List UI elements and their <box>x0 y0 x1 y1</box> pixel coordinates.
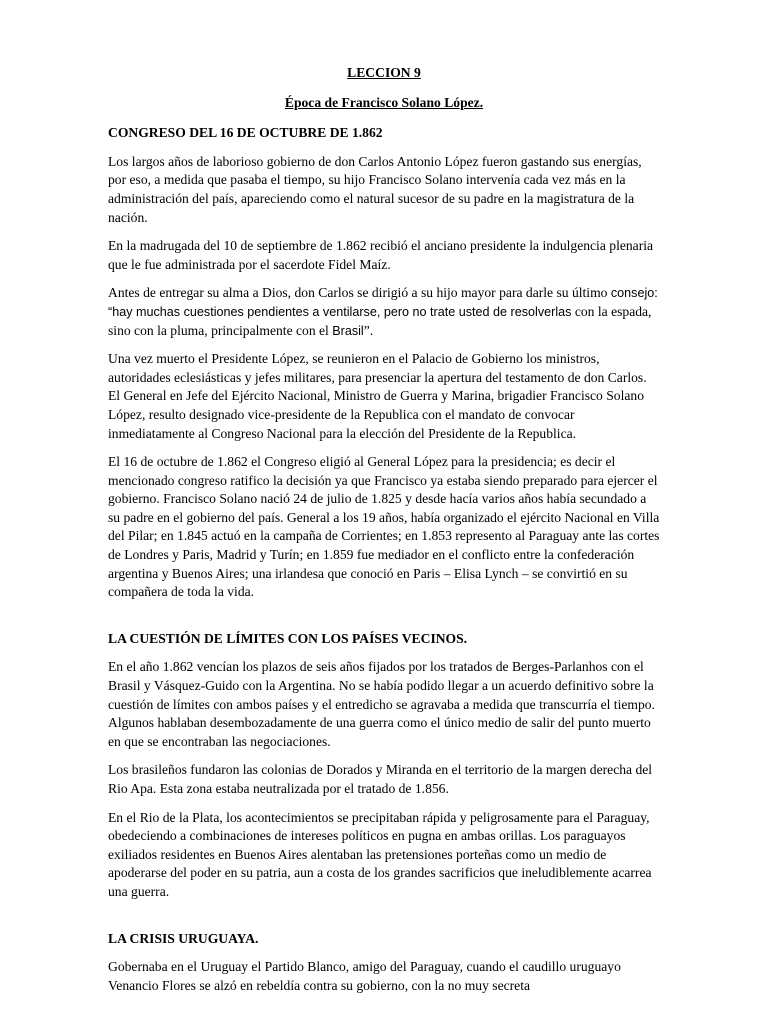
era-subtitle: Época de Francisco Solano López. <box>284 94 484 110</box>
paragraph: Una vez muerto el Presidente López, se reunieron en el Palacio de Gobierno los ministros, autoridades eclesiásticas y jefes militares, para presenciar la apertura del testamento de don Carlos. El General en Jefe del Ejército Nacional, Ministro de Guerra y Marina, brigadier Francisco Solano López, resulto designado vice-presidente de la Republica con el mandato de convocar inmediatamente al Congreso Nacional para la elección del Presidente de la Republica. <box>108 351 647 441</box>
paragraph-consejo <box>108 284 660 340</box>
paragraph: En la madrugada del 10 de septiembre de 1.862 recibió el anciano presidente la indulgencia plenaria que le fue administrada por el sacerdote Fidel Maíz. <box>108 238 654 272</box>
consejo-quote-mid: con la espada, sino con la pluma, principalmente con el <box>108 303 652 338</box>
paragraph: Los largos años de laborioso gobierno de don Carlos Antonio López fueron gastando sus energías, por eso, a medida que pasaba el tiempo, su hijo Francisco Solano intervenía cada vez más en la administración del país, apareciendo como el natural sucesor de su padre en la magistratura de la nación. <box>108 153 642 225</box>
consejo-quote-brasil: Brasil <box>332 323 364 338</box>
consejo-quote-end: ”. <box>363 322 374 338</box>
paragraph: En el Rio de la Plata, los acontecimientos se precipitaban rápida y peligrosamente para el Paraguay, obedeciendo a combinaciones de intereses políticos en pugna en ambas orillas. Los paraguayos exiliados residentes en Buenos Aires alentaban las pretensiones porteñas como un medio de apoderarse del poder en su patria, aun a costa de los grandes sacrificios que ineludiblemente acarrea una guerra. <box>108 809 652 899</box>
document-page <box>108 64 660 1005</box>
paragraph: Los brasileños fundaron las colonias de Dorados y Miranda en el territorio de la margen derecha del Rio Apa. Esta zona estaba neutralizada por el tratado de 1.856. <box>108 762 653 796</box>
section-heading-limites: LA CUESTIÓN DE LÍMITES CON LOS PAÍSES VECINOS. <box>108 630 468 646</box>
paragraph: En el año 1.862 vencían los plazos de seis años fijados por los tratados de Berges-Parlanhos con el Brasil y Vásquez-Guido con la Argentina. No se había podido llegar a un acuerdo definitivo sobre la cuestión de límites con ambos países y el entredicho se agravaba a medida que transcurría el tiempo. Algunos hablaban desembozadamente de una guerra como el único medio de salir del punto muerto en que se encontraban las negociaciones. <box>108 659 655 749</box>
consejo-intro: Antes de entregar su alma a Dios, don Carlos se dirigió a su hijo mayor para darle su último <box>108 285 611 301</box>
consejo-quote-start: consejo: “hay muchas cuestiones pendientes a ventilarse, pero no trate usted de resolverlas <box>108 286 658 319</box>
lesson-title: LECCION 9 <box>347 65 421 80</box>
paragraph: Gobernaba en el Uruguay el Partido Blanco, amigo del Paraguay, cuando el caudillo uruguayo Venancio Flores se alzó en rebeldía contra su gobierno, con la no muy secreta <box>108 959 621 993</box>
section-heading-crisis: LA CRISIS URUGUAYA. <box>108 930 259 946</box>
paragraph: El 16 de octubre de 1.862 el Congreso eligió al General López para la presidencia; es decir el mencionado congreso ratifico la decisión ya que Francisco ya estaba siendo preparado para ejercer el gobierno. Francisco Solano nació 24 de julio de 1.825 y desde hacía varios años había secundado a su padre en el gobierno del país. General a los 19 años, había organizado el ejército Nacional en Villa del Pilar; en 1.845 actuó en la campaña de Corrientes; en 1.853 represento al Paraguay ante las cortes de Londres y Paris, Madrid y Turín; en 1.859 fue mediador en el conflicto entre la confederación argentina y Buenos Aires; una irlandesa que conoció en Paris – Elisa Lynch – se convirtió en su compañera de toda la vida. <box>108 454 660 600</box>
section-heading-congreso: CONGRESO DEL 16 DE OCTUBRE DE 1.862 <box>108 125 383 141</box>
